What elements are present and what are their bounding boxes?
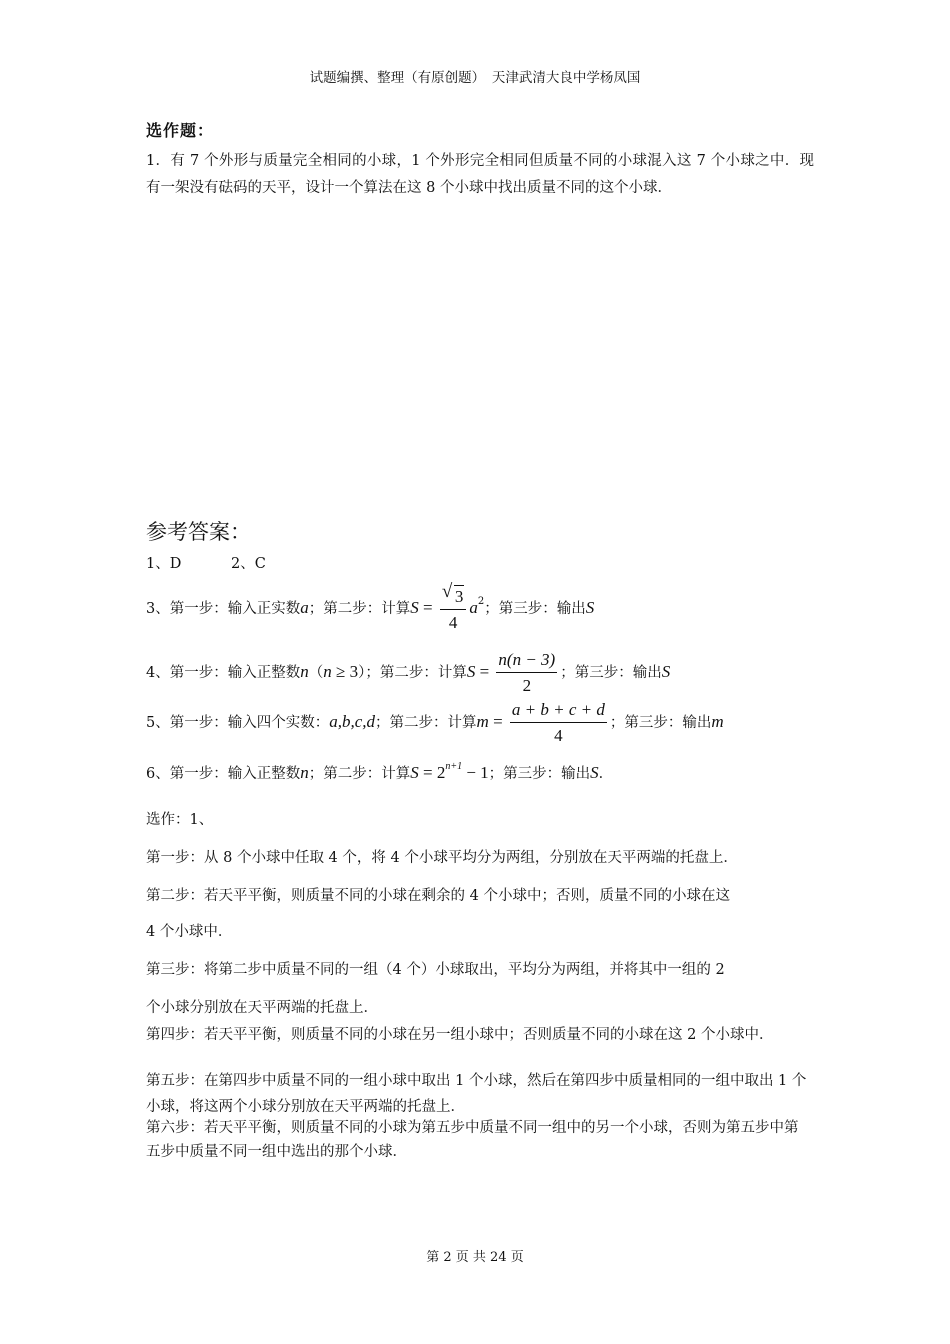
condition-var-n: n xyxy=(323,662,332,681)
numerator: n(n − 3) xyxy=(496,650,557,673)
step-3-cont: 个小球分别放在天平两端的托盘上． xyxy=(146,1000,378,1016)
optional-answer-label: 选作：1、 xyxy=(146,812,214,828)
equals-sign: = xyxy=(475,662,494,681)
page-footer: 第 2 页 共 24 页 xyxy=(426,1250,524,1265)
period: ． xyxy=(598,766,614,782)
radicand: 3 xyxy=(454,587,464,606)
var-S: S xyxy=(466,662,476,681)
answer-1: 1、D xyxy=(146,556,182,572)
var-n: n xyxy=(300,763,309,782)
fraction-n-n-3-over-2 xyxy=(496,650,557,696)
answer-6-step1: 6、第一步：输入正整数 xyxy=(146,766,301,782)
denominator: 2 xyxy=(522,676,532,695)
answer-6-step3: ；第三步：输出 xyxy=(488,766,591,782)
equals-sign: = xyxy=(488,712,507,731)
answer-5-step2: ；第二步：计算 xyxy=(375,715,477,731)
answer-3-step2: ；第二步：计算 xyxy=(308,601,411,617)
var-n: n xyxy=(300,662,309,681)
numerator: a + b + c + d xyxy=(510,700,607,723)
equals-sign: = xyxy=(418,598,437,617)
step-4: 第四步：若天平平衡，则质量不同的小球在另一组小球中；否则质量不同的小球在这 2 个小球中． xyxy=(146,1027,774,1043)
answer-5-step3: ；第三步：输出 xyxy=(609,715,712,731)
var-m-output: m xyxy=(711,712,724,731)
exponent-n-plus-1: n+1 xyxy=(445,761,463,772)
answer-4 xyxy=(146,650,670,696)
fraction-sum-over-4 xyxy=(510,700,607,746)
answer-3-step1: 3、第一步：输入正实数 xyxy=(146,601,301,617)
answer-4-step1: 4、第一步：输入正整数 xyxy=(146,665,301,681)
answer-6-step2: ；第二步：计算 xyxy=(308,766,411,782)
answer-4-step2: ）；第二步：计算 xyxy=(358,665,467,681)
condition-ge-3: ≥ 3 xyxy=(331,662,359,681)
page-header: 试题编撰、整理（有原创题） 天津武清大良中学杨凤国 xyxy=(309,70,641,86)
denominator: 4 xyxy=(554,726,563,745)
var-a: a xyxy=(300,598,309,617)
var-S: S xyxy=(410,763,419,782)
var-m: m xyxy=(476,712,489,731)
minus-one: − 1 xyxy=(462,763,489,782)
denominator: 4 xyxy=(448,613,458,632)
answer-3 xyxy=(146,581,595,633)
answer-6 xyxy=(146,762,613,783)
optional-section-title: 选作题： xyxy=(146,121,215,140)
step-3: 第三步：将第二步中质量不同的一组（4 个）小球取出，平均分为两组，并将其中一组的 2 xyxy=(146,962,725,978)
radical-sign: √ xyxy=(441,581,453,602)
optional-question-1: 1．有 7 个外形与质量完全相同的小球，1 个外形完全相同但质量不同的小球混入这 7 个小球之中．现有一架没有砝码的天平，设计一个算法在这 8 个小球中找出质量不同的这个小球． xyxy=(146,153,814,196)
answer-4-step3: ；第三步：输出 xyxy=(560,665,662,681)
var-S: S xyxy=(410,598,419,617)
answer-5 xyxy=(146,700,724,746)
step-2-cont: 4 个小球中． xyxy=(146,924,233,940)
var-a-squared: a xyxy=(469,598,478,617)
var-S-output: S xyxy=(590,763,599,782)
answer-5-step1: 5、第一步：输入四个实数： xyxy=(146,715,330,731)
step-1: 第一步：从 8 个小球中任取 4 个，将 4 个小球平均分为两组，分别放在天平两端的托盘上． xyxy=(146,850,738,866)
step-5: 第五步：在第四步中质量不同的一组小球中取出 1 个小球，然后在第四步中质量相同的一组中取出 1 个小球，将这两个小球分别放在天平两端的托盘上． xyxy=(146,1073,807,1115)
step-6: 第六步：若天平平衡，则质量不同的小球为第五步中质量不同一组中的另一个小球，否则为第五步中第五步中质量不同一组中选出的那个小球． xyxy=(146,1120,799,1160)
step-2: 第二步：若天平平衡，则质量不同的小球在剩余的 4 个小球中；否则，质量不同的小球在这 xyxy=(146,888,730,904)
answer-3-step3: ；第三步：输出 xyxy=(484,601,586,617)
exponent: 2 xyxy=(477,596,485,607)
condition-open: （ xyxy=(308,665,324,681)
equals-two: = 2 xyxy=(418,763,446,782)
answer-2: 2、C xyxy=(231,556,266,572)
answers-title: 参考答案： xyxy=(146,520,251,544)
var-S-output: S xyxy=(585,598,595,617)
var-S-output: S xyxy=(661,662,671,681)
vars-abcd: a,b,c,d xyxy=(329,712,376,731)
fraction-sqrt3-over-4 xyxy=(440,581,467,633)
